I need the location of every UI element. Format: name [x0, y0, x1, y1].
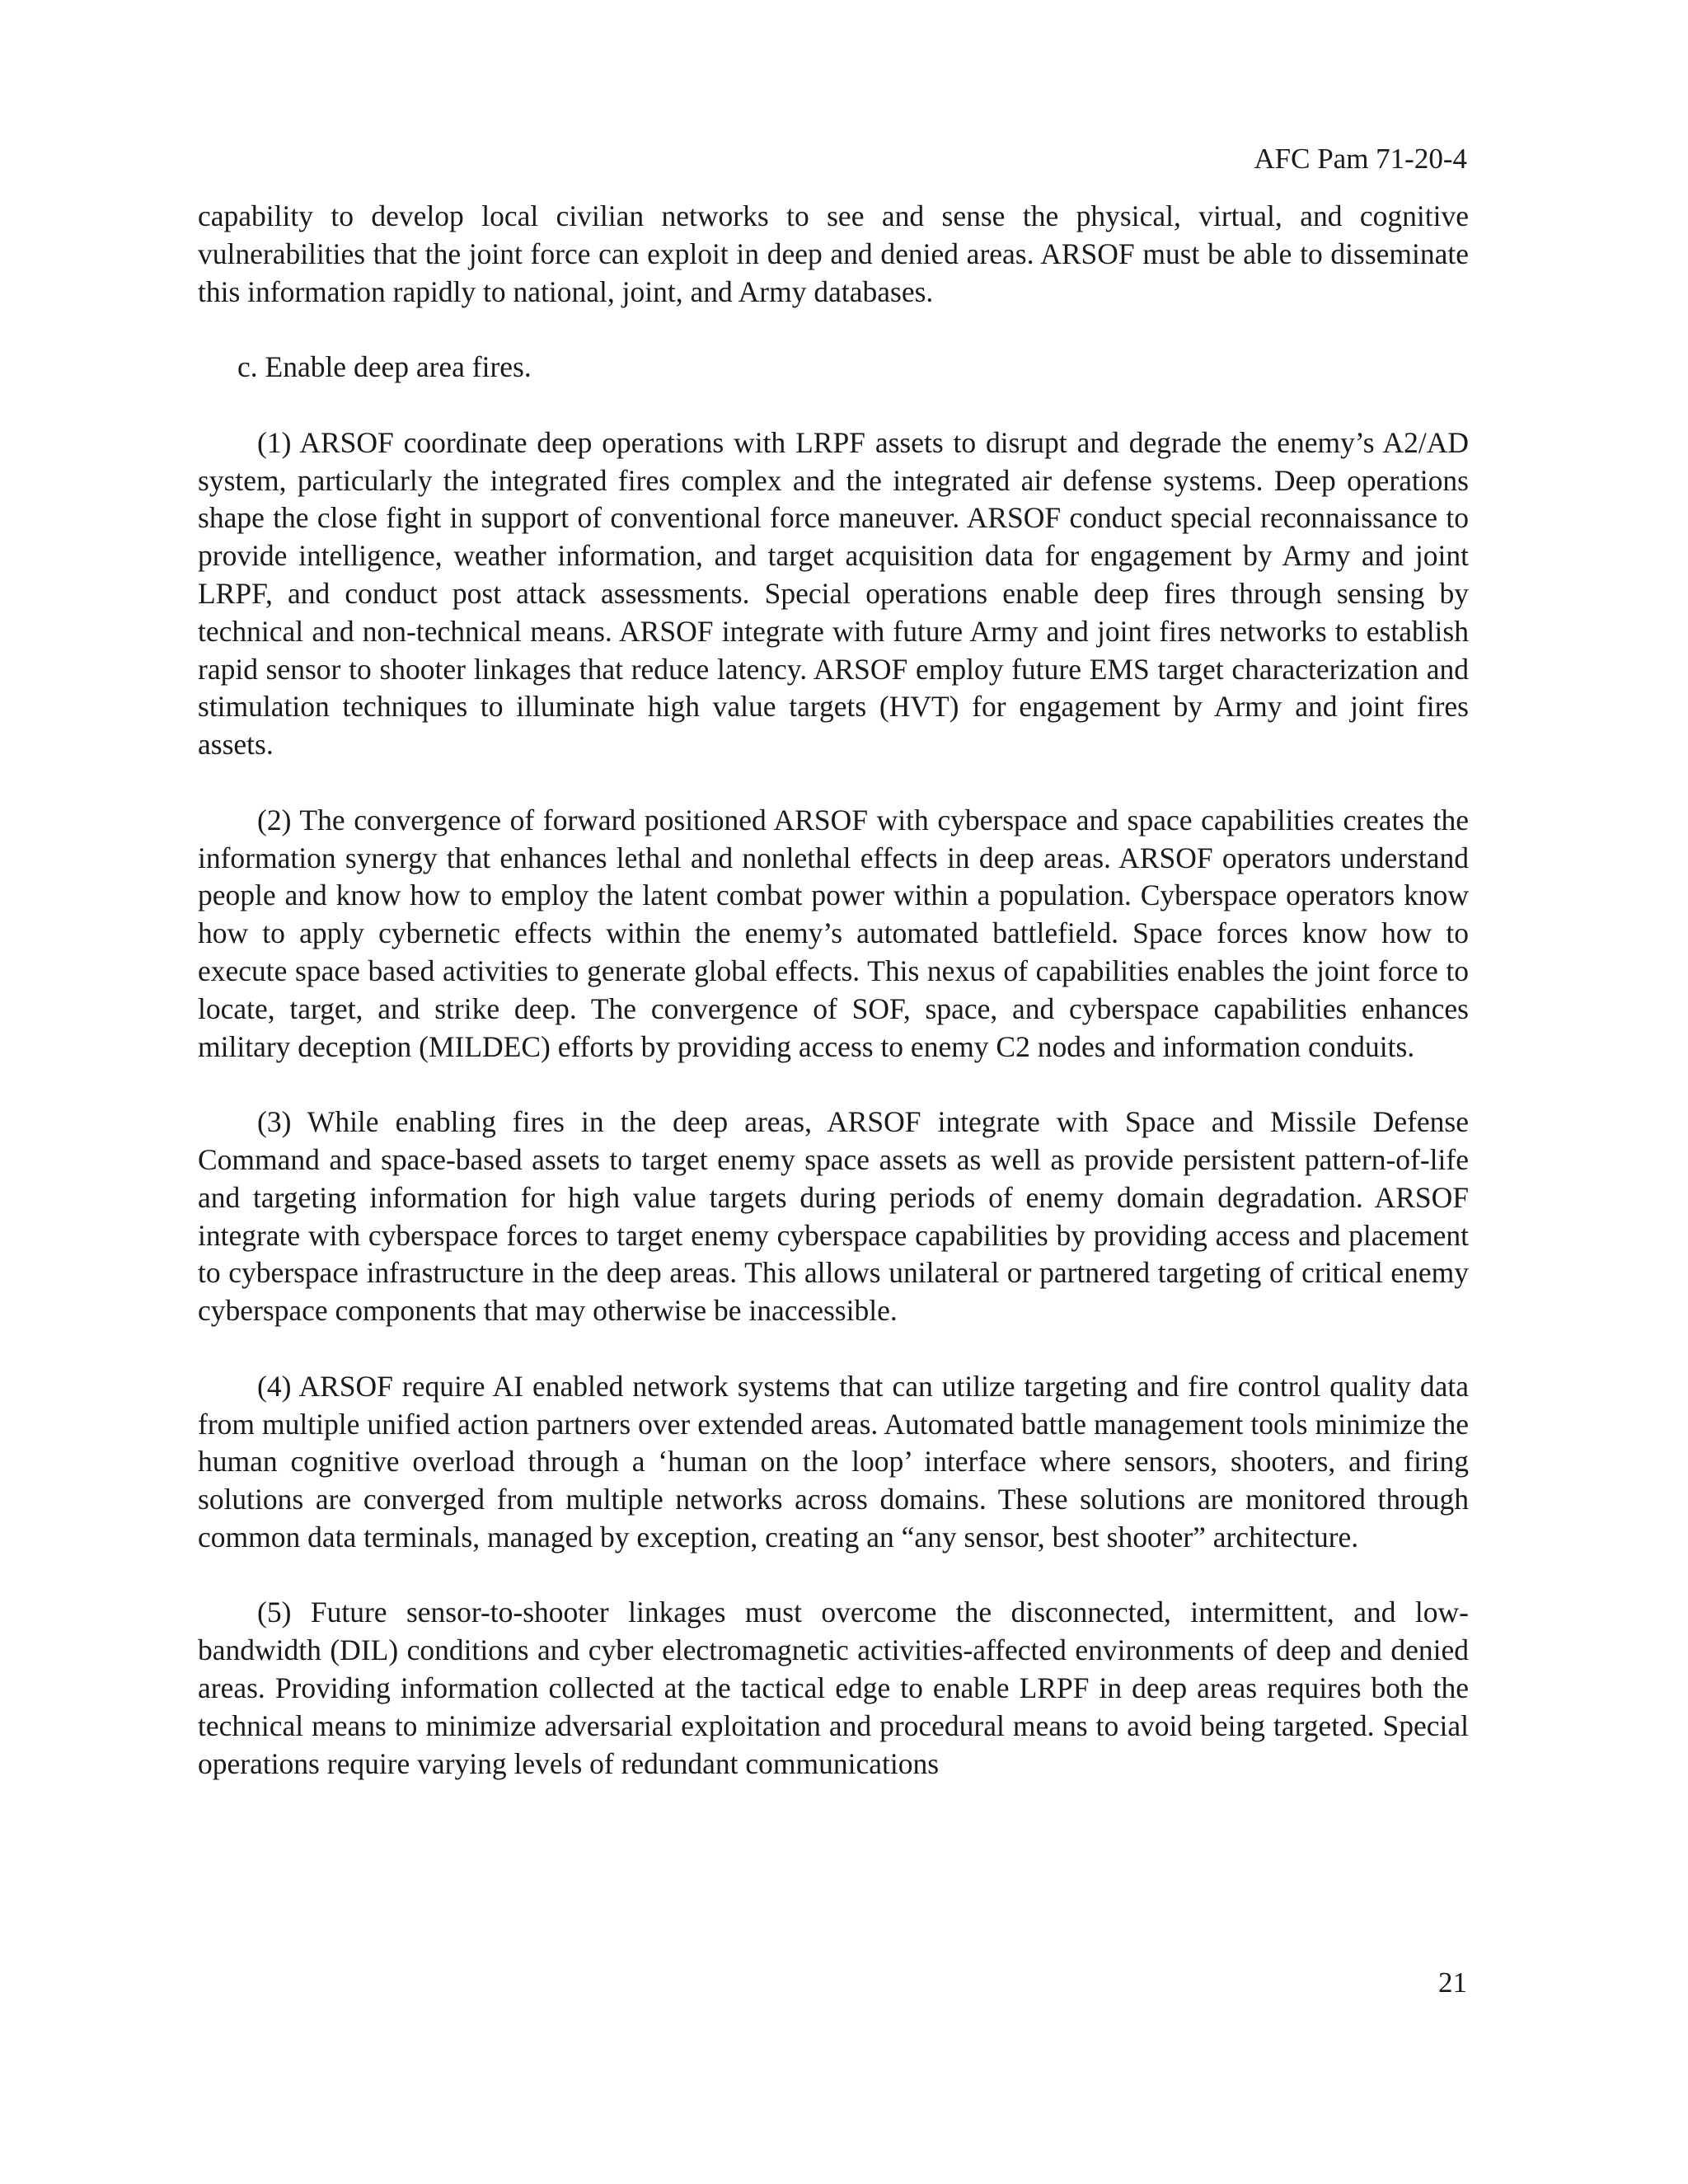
- body-text: [198, 198, 1469, 1783]
- paragraph-2: (2) The convergence of forward positioned ARSOF with cyberspace and space capabilities creates the information synergy that enhances lethal and nonlethal effects in deep areas. ARSOF operators understand people and know how to employ the latent combat power within a population. Cyberspace operators know how to apply cybernetic effects within the enemy’s automated battlefield. Space forces know how to execute space based activities to generate global effects. This nexus of capabilities enables the joint force to locate, target, and strike deep. The convergence of SOF, space, and cyberspace capabilities enhances military deception (MILDEC) efforts by providing access to enemy C2 nodes and information conduits.: [198, 803, 1469, 1063]
- paragraph-continuation: capability to develop local civilian networks to see and sense the physical, virtual, and cognitive vulnerabilities that the joint force can exploit in deep and denied areas. ARSOF must be able to disseminate this information rapidly to national, joint, and Army databases.: [198, 199, 1469, 308]
- paragraph-4: (4) ARSOF require AI enabled network systems that can utilize targeting and fire control quality data from multiple unified action partners over extended areas. Automated battle management tools minimize the human cognitive overload through a ‘human on the loop’ interface where sensors, shooters, and firing solutions are converged from multiple networks across domains. These solutions are monitored through common data terminals, managed by exception, creating an “any sensor, best shooter” architecture.: [198, 1369, 1469, 1554]
- paragraph-1: (1) ARSOF coordinate deep operations with LRPF assets to disrupt and degrade the enemy’s A2/AD system, particularly the integrated fires complex and the integrated air defense systems. Deep operations shape the close fight in support of conventional force maneuver. ARSOF conduct special reconnaissance to provide intelligence, weather information, and target acquisition data for engagement by Army and joint LRPF, and conduct post attack assessments. Special operations enable deep fires through sensing by technical and non-technical means. ARSOF integrate with future Army and joint fires networks to establish rapid sensor to shooter linkages that reduce latency. ARSOF employ future EMS target characterization and stimulation techniques to illuminate high value targets (HVT) for engagement by Army and joint fires assets.: [198, 425, 1469, 762]
- page-header: AFC Pam 71-20-4: [1254, 143, 1467, 175]
- paragraph-3: (3) While enabling fires in the deep areas, ARSOF integrate with Space and Missile Defense Command and space-based assets to target enemy space assets as well as provide persistent pattern-of-life and targeting information for high value targets during periods of enemy domain degradation. ARSOF integrate with cyberspace forces to target enemy cyberspace capabilities by providing access and placement to cyberspace infrastructure in the deep areas. This allows unilateral or partnered targeting of critical enemy cyberspace components that may otherwise be inaccessible.: [198, 1105, 1469, 1328]
- page-number: 21: [1438, 1966, 1467, 1999]
- section-heading-c: c. Enable deep area fires.: [237, 350, 532, 384]
- paragraph-5: (5) Future sensor-to-shooter linkages must overcome the disconnected, intermittent, and low-bandwidth (DIL) conditions and cyber electromagnetic activities-affected environments of deep and denied areas. Providing information collected at the tactical edge to enable LRPF in deep areas requires both the technical means to minimize adversarial exploitation and procedural means to avoid being targeted. Special operations require varying levels of redundant communications: [198, 1596, 1469, 1780]
